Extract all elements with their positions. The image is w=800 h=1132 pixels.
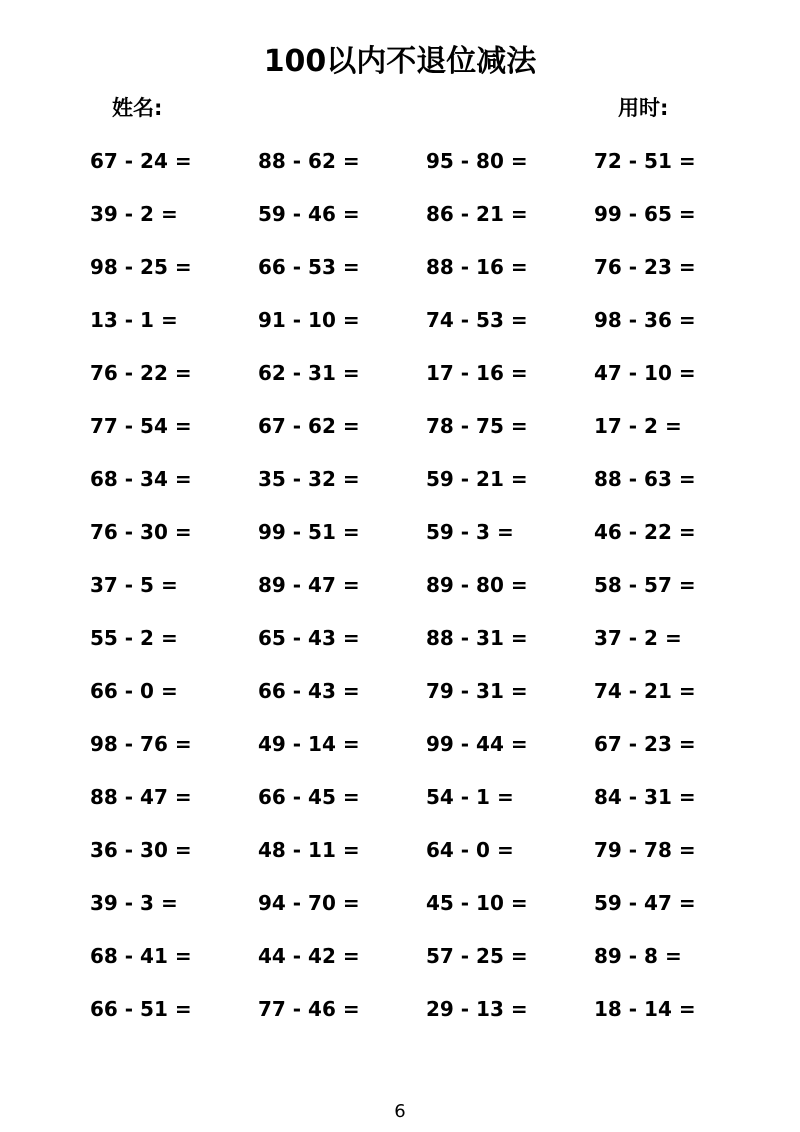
math-problem: 91 - 10 = [258, 308, 360, 332]
math-problem: 13 - 1 = [90, 308, 178, 332]
math-problem: 65 - 43 = [258, 626, 360, 650]
math-problem: 99 - 44 = [426, 732, 528, 756]
math-problem: 94 - 70 = [258, 891, 360, 915]
math-problem: 66 - 0 = [90, 679, 178, 703]
math-problem: 79 - 78 = [594, 838, 696, 862]
time-label: 用时: [618, 96, 669, 120]
math-problem: 18 - 14 = [594, 997, 696, 1021]
math-problem: 64 - 0 = [426, 838, 514, 862]
math-problem: 88 - 63 = [594, 467, 696, 491]
math-problem: 76 - 22 = [90, 361, 192, 385]
math-problem: 98 - 25 = [90, 255, 192, 279]
math-problem: 79 - 31 = [426, 679, 528, 703]
math-problem: 98 - 76 = [90, 732, 192, 756]
math-problem: 88 - 16 = [426, 255, 528, 279]
math-problem: 68 - 41 = [90, 944, 192, 968]
math-problem: 54 - 1 = [426, 785, 514, 809]
math-problem: 66 - 53 = [258, 255, 360, 279]
math-problem: 66 - 51 = [90, 997, 192, 1021]
math-problem: 74 - 53 = [426, 308, 528, 332]
math-problem: 37 - 2 = [594, 626, 682, 650]
math-problem: 74 - 21 = [594, 679, 696, 703]
math-problem: 36 - 30 = [90, 838, 192, 862]
math-problem: 66 - 43 = [258, 679, 360, 703]
math-problem: 99 - 65 = [594, 202, 696, 226]
math-problem: 66 - 45 = [258, 785, 360, 809]
math-problem: 46 - 22 = [594, 520, 696, 544]
math-problem: 39 - 3 = [90, 891, 178, 915]
math-problem: 88 - 62 = [258, 149, 360, 173]
math-problem: 17 - 16 = [426, 361, 528, 385]
math-problem: 62 - 31 = [258, 361, 360, 385]
math-problem: 67 - 23 = [594, 732, 696, 756]
math-problem: 95 - 80 = [426, 149, 528, 173]
math-problem: 89 - 47 = [258, 573, 360, 597]
math-problem: 76 - 23 = [594, 255, 696, 279]
math-problem: 47 - 10 = [594, 361, 696, 385]
math-problem: 67 - 62 = [258, 414, 360, 438]
math-problem: 29 - 13 = [426, 997, 528, 1021]
math-problem: 17 - 2 = [594, 414, 682, 438]
math-problem: 57 - 25 = [426, 944, 528, 968]
math-problem: 49 - 14 = [258, 732, 360, 756]
math-problem: 89 - 8 = [594, 944, 682, 968]
math-problem: 76 - 30 = [90, 520, 192, 544]
math-problem: 77 - 46 = [258, 997, 360, 1021]
math-problem: 59 - 3 = [426, 520, 514, 544]
math-problem: 44 - 42 = [258, 944, 360, 968]
page-number: 6 [394, 1101, 406, 1122]
math-problem: 55 - 2 = [90, 626, 178, 650]
math-problem: 88 - 31 = [426, 626, 528, 650]
math-problem: 72 - 51 = [594, 149, 696, 173]
math-problem: 45 - 10 = [426, 891, 528, 915]
page-title: 100以内不退位减法 [263, 44, 537, 79]
math-problem: 84 - 31 = [594, 785, 696, 809]
math-problem: 67 - 24 = [90, 149, 192, 173]
math-problem: 37 - 5 = [90, 573, 178, 597]
math-problem: 48 - 11 = [258, 838, 360, 862]
math-problem: 99 - 51 = [258, 520, 360, 544]
math-problem: 89 - 80 = [426, 573, 528, 597]
math-problem: 68 - 34 = [90, 467, 192, 491]
math-problem: 59 - 21 = [426, 467, 528, 491]
math-problem: 59 - 47 = [594, 891, 696, 915]
name-label: 姓名: [112, 96, 163, 120]
problem-grid [90, 140, 770, 1041]
math-problem: 88 - 47 = [90, 785, 192, 809]
math-problem: 35 - 32 = [258, 467, 360, 491]
math-problem: 58 - 57 = [594, 573, 696, 597]
math-problem: 39 - 2 = [90, 202, 178, 226]
math-problem: 78 - 75 = [426, 414, 528, 438]
math-problem: 86 - 21 = [426, 202, 528, 226]
math-problem: 98 - 36 = [594, 308, 696, 332]
math-problem: 59 - 46 = [258, 202, 360, 226]
math-problem: 77 - 54 = [90, 414, 192, 438]
